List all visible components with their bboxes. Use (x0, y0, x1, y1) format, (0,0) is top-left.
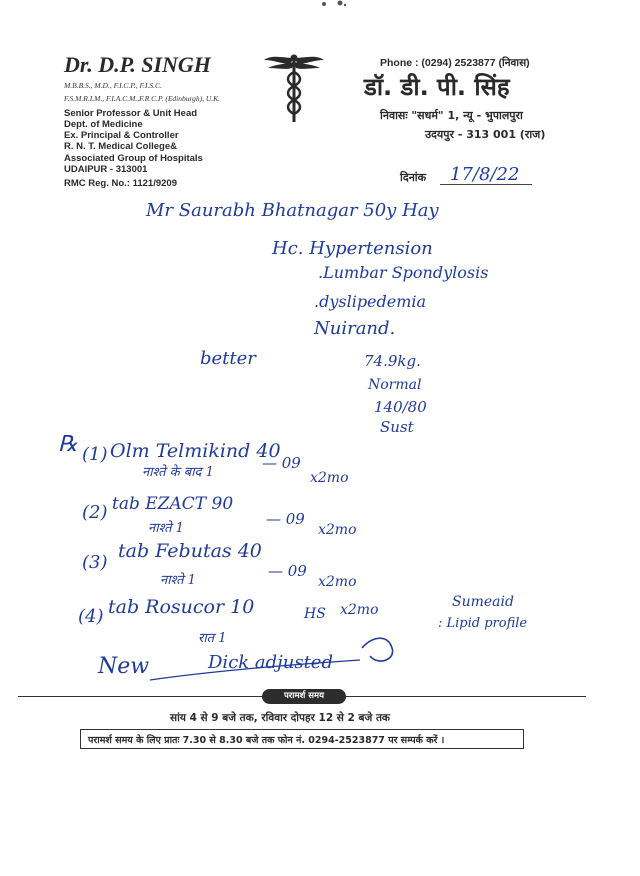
rx-number: (2) (82, 502, 108, 523)
rx-dosage: रात 1 (198, 631, 227, 646)
rx-dosage: नाश्ते 1 (148, 521, 184, 536)
patient-name: Mr Saurabh Bhatnagar 50y Hay (146, 200, 439, 221)
credential-department: Dept. of Medicine (64, 119, 143, 130)
side-note: Sumeaid (452, 594, 514, 610)
caduceus-icon (262, 52, 326, 124)
rx-quantity: x2mo (318, 574, 357, 590)
rx-duration: HS (304, 606, 326, 622)
rx-quantity: x2mo (310, 470, 349, 486)
credential-title: Senior Professor & Unit Head (64, 108, 198, 119)
credential-city: UDAIPUR - 313001 (64, 164, 148, 175)
credential-reg-no: RMC Reg. No.: 1121/9209 (64, 178, 177, 189)
history-item: .dyslipedemia (314, 292, 427, 311)
rx-number: (4) (78, 606, 104, 627)
residence-address: निवासः "सधर्म" 1, न्यू - भुपालपुरा (380, 109, 523, 122)
signature-swoop (362, 638, 393, 661)
handwritten-date: 17/8/22 (450, 164, 520, 185)
vital-weight: 74.9kg. (364, 352, 421, 370)
history-item: Nuirand. (314, 318, 396, 339)
clinical-note: better (200, 348, 256, 369)
phone-number: Phone : (0294) 2523877 (निवास) (380, 57, 530, 69)
history-item: .Lumbar Spondylosis (318, 263, 489, 282)
consultation-hours: सांय 4 से 9 बजे तक, रविवार दोपहर 12 से 2 बजे तक (170, 712, 390, 724)
rx-drug: Olm Telmikind 40 (110, 440, 281, 462)
rx-dosage: नाश्ते के बाद 1 (142, 465, 214, 480)
appointment-note: परामर्श समय के लिए प्रातः 7.30 से 8.30 बजे तक फोन नं. 0294-2523877 पर सम्पर्क करें । (88, 735, 445, 746)
rx-duration: — 09 (266, 510, 305, 528)
rx-duration: — 09 (262, 454, 301, 472)
rx-drug: tab EZACT 90 (112, 494, 234, 514)
rx-dosage: नाश्ते 1 (160, 573, 196, 588)
side-note: : Lipid profile (438, 616, 528, 631)
credential-ex-principal: Ex. Principal & Controller (64, 130, 179, 141)
new-drug: Dick adjusted (208, 652, 333, 673)
rx-quantity: x2mo (340, 602, 379, 618)
rx-number: (3) (82, 552, 108, 573)
rx-duration: — 09 (268, 562, 307, 580)
doctor-name-hindi: डॉ. डी. पी. सिंह (364, 73, 510, 101)
rx-drug: tab Rosucor 10 (108, 596, 255, 618)
vital-bp: 140/80 (374, 398, 427, 416)
qualifications-line-1: M.B.B.S., M.D., F.I.C.P., F.I.S.C. (64, 81, 162, 90)
residence-city: उदयपुर - 313 001 (राज) (425, 128, 546, 141)
date-label: दिनांक (400, 171, 427, 184)
qualifications-line-2: F.S.M.R.I.M., F.I.A.C.M.,F.R.C.P. (Edinburgh), U.K. (64, 94, 221, 103)
rx-quantity: x2mo (318, 522, 357, 538)
doctor-name: Dr. D.P. SINGH (64, 52, 211, 77)
consultation-badge: परामर्श समय (262, 689, 346, 704)
rx-drug: tab Febutas 40 (118, 540, 262, 562)
vital-status: Normal (368, 377, 422, 393)
credential-college: R. N. T. Medical College& (64, 141, 177, 152)
rx-number: (1) (82, 444, 108, 465)
history-item: Hc. Hypertension (272, 238, 433, 259)
new-label: New (98, 654, 150, 679)
scan-speck (320, 0, 348, 8)
rx-symbol: ℞ (58, 432, 78, 457)
vital-note: Sust (380, 418, 414, 436)
credential-hospitals: Associated Group of Hospitals (64, 153, 203, 164)
